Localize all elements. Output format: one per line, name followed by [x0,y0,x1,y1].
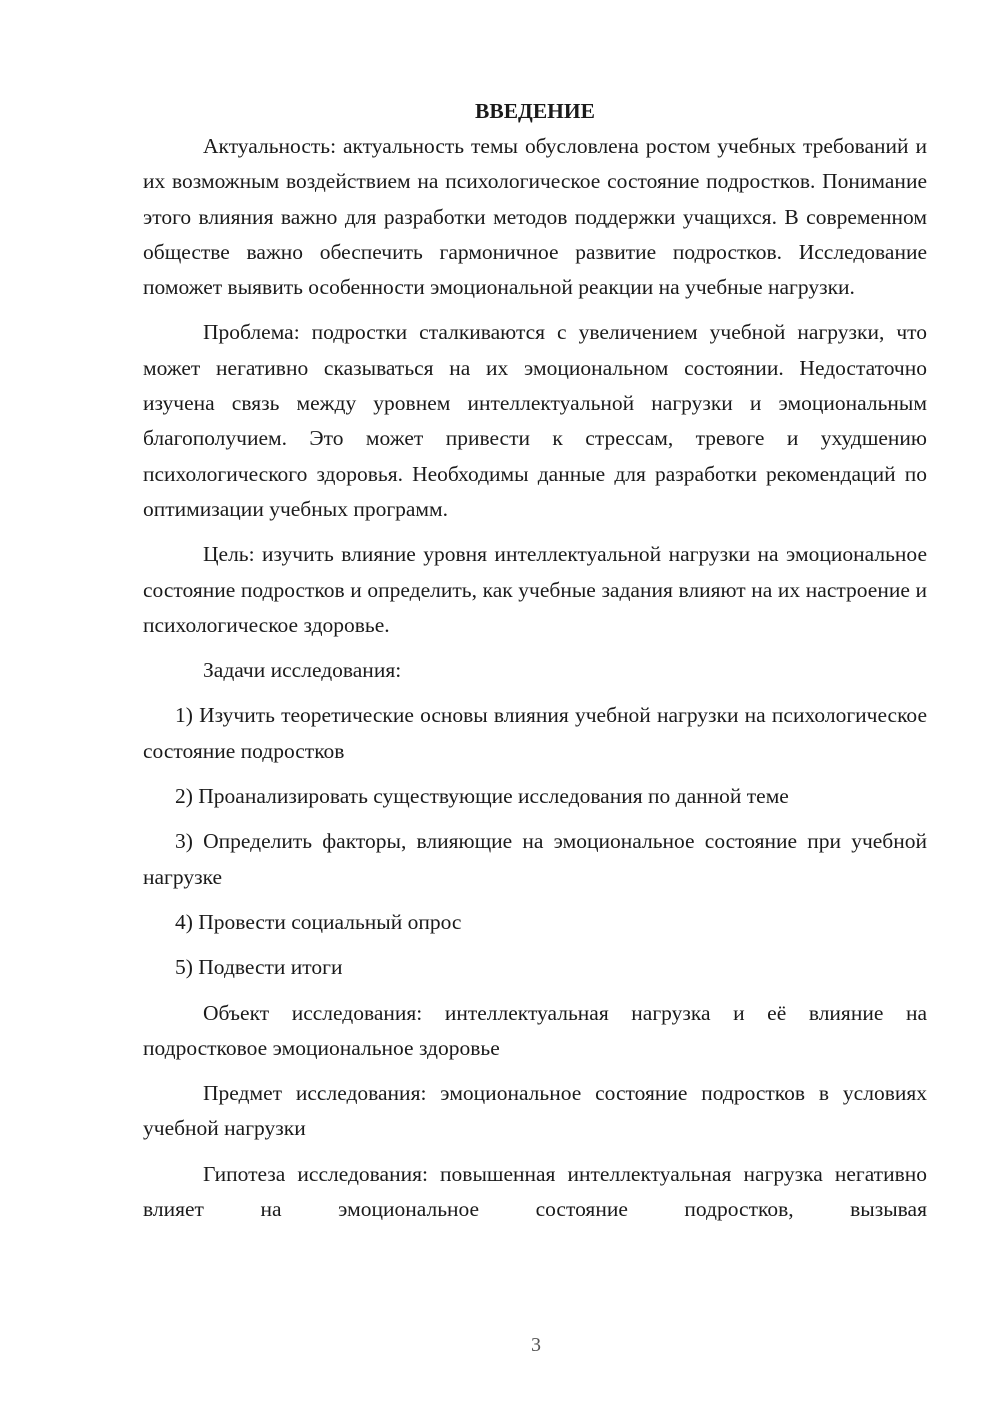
task-item-2: 2) Проанализировать существующие исследования по данной теме [175,784,789,809]
goal-paragraph: Цель: изучить влияние уровня интеллектуальной нагрузки на эмоциональное состояние подростков и определить, как учебные задания влияют на их настроение и психологическое здоровье. [143,542,927,637]
tasks-heading: Задачи исследования: [203,658,402,683]
document-page [143,94,927,1227]
task-item-1: 1) Изучить теоретические основы влияния учебной нагрузки на психологическое состояние подростков [143,703,927,763]
task-item-5: 5) Подвести итоги [175,955,343,980]
subject-paragraph: Предмет исследования: эмоциональное состояние подростков в условиях учебной нагрузки [143,1081,927,1141]
relevance-paragraph: Актуальность: актуальность темы обусловлена ростом учебных требований и их возможным воздействием на психологическое состояние подростков. Понимание этого влияния важно для разработки методов поддержки учащихся. В современном обществе важно обеспечить гармоничное развитие подростков. Исследование поможет выявить особенности эмоциональной реакции на учебные нагрузки. [143,134,927,300]
hypothesis-paragraph: Гипотеза исследования: повышенная интеллектуальная нагрузка негативно влияет на эмоциональное состояние подростков, вызывая [143,1161,927,1222]
task-item-4: 4) Провести социальный опрос [175,909,462,934]
section-title: ВВЕДЕНИЕ [475,99,595,123]
page-number: 3 [531,1334,541,1356]
object-paragraph: Объект исследования: интеллектуальная нагрузка и её влияние на подростковое эмоциональное здоровье [143,1000,927,1060]
problem-paragraph: Проблема: подростки сталкиваются с увеличением учебной нагрузки, что может негативно сказываться на их эмоциональном состоянии. Недостаточно изучена связь между уровнем интеллектуальной нагрузки и эмоциональным благополучием. Это может привести к стрессам, тревоге и ухудшению психологического здоровья. Необходимы данные для разработки рекомендаций по оптимизации учебных программ. [143,320,927,521]
task-item-3: 3) Определить факторы, влияющие на эмоциональное состояние при учебной нагрузке [143,829,927,889]
